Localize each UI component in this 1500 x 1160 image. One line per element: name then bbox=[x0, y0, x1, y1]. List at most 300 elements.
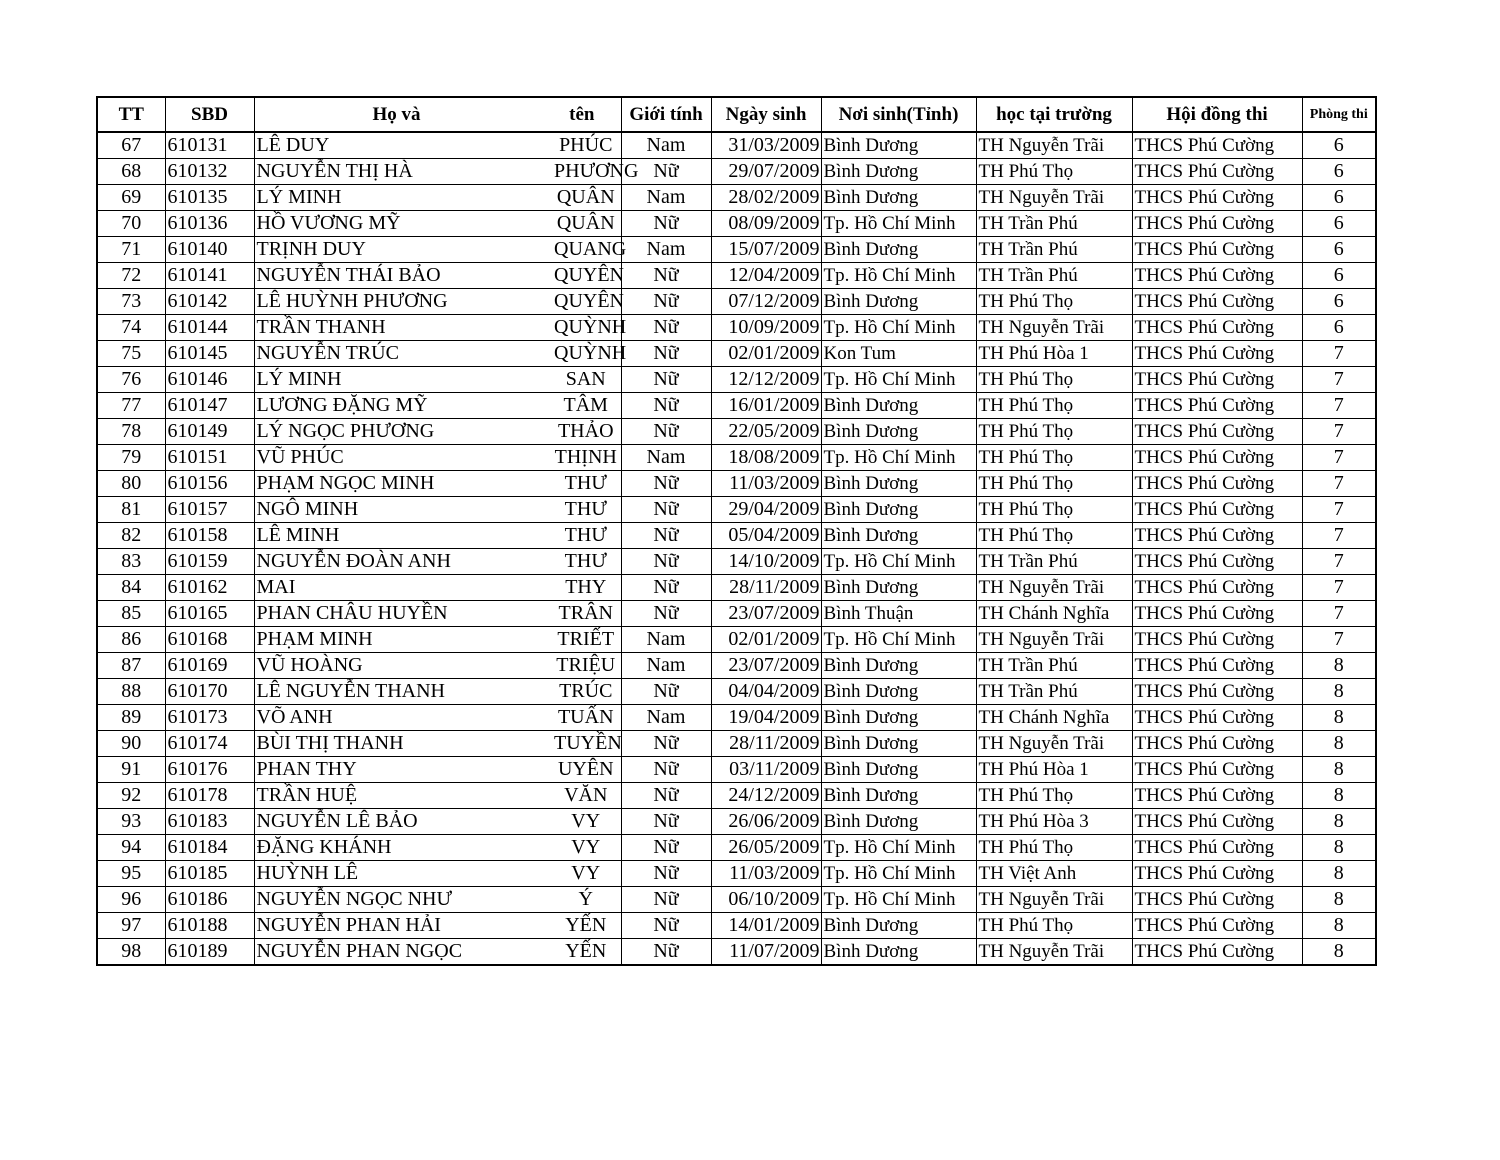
cell-sbd: 610141 bbox=[165, 263, 254, 289]
cell-hoi-dong-thi: THCS Phú Cường bbox=[1132, 887, 1302, 913]
cell-sbd: 610178 bbox=[165, 783, 254, 809]
cell-ten: TUYỀN bbox=[524, 731, 621, 757]
table-row bbox=[97, 211, 1376, 237]
cell-hoi-dong-thi: THCS Phú Cường bbox=[1132, 575, 1302, 601]
cell-noi-sinh: Bình Dương bbox=[821, 809, 976, 835]
cell-noi-sinh: Tp. Hồ Chí Minh bbox=[821, 315, 976, 341]
cell-hoc-tai-truong: TH Phú Thọ bbox=[976, 497, 1132, 523]
cell-phong-thi: 8 bbox=[1302, 913, 1376, 939]
cell-ngay-sinh: 08/09/2009 bbox=[711, 211, 821, 237]
cell-noi-sinh: Bình Dương bbox=[821, 159, 976, 185]
cell-gioi-tinh: Nữ bbox=[621, 497, 711, 523]
cell-ngay-sinh: 19/04/2009 bbox=[711, 705, 821, 731]
cell-tt: 69 bbox=[97, 185, 165, 211]
cell-gioi-tinh: Nữ bbox=[621, 757, 711, 783]
cell-gioi-tinh: Nữ bbox=[621, 211, 711, 237]
cell-hoc-tai-truong: TH Phú Thọ bbox=[976, 835, 1132, 861]
cell-ho-va: NGÔ MINH bbox=[254, 497, 524, 523]
table-row bbox=[97, 679, 1376, 705]
cell-ngay-sinh: 23/07/2009 bbox=[711, 653, 821, 679]
cell-sbd: 610147 bbox=[165, 393, 254, 419]
header-row bbox=[97, 97, 1376, 132]
cell-tt: 81 bbox=[97, 497, 165, 523]
table-row bbox=[97, 757, 1376, 783]
cell-hoc-tai-truong: TH Phú Thọ bbox=[976, 367, 1132, 393]
cell-ngay-sinh: 28/02/2009 bbox=[711, 185, 821, 211]
cell-hoc-tai-truong: TH Phú Thọ bbox=[976, 289, 1132, 315]
cell-ho-va: LÝ NGỌC PHƯƠNG bbox=[254, 419, 524, 445]
cell-tt: 94 bbox=[97, 835, 165, 861]
cell-gioi-tinh: Nữ bbox=[621, 159, 711, 185]
cell-hoc-tai-truong: TH Nguyễn Trãi bbox=[976, 315, 1132, 341]
cell-gioi-tinh: Nữ bbox=[621, 367, 711, 393]
cell-hoc-tai-truong: TH Phú Thọ bbox=[976, 159, 1132, 185]
cell-gioi-tinh: Nam bbox=[621, 132, 711, 159]
cell-gioi-tinh: Nữ bbox=[621, 809, 711, 835]
cell-ngay-sinh: 26/05/2009 bbox=[711, 835, 821, 861]
cell-sbd: 610183 bbox=[165, 809, 254, 835]
cell-noi-sinh: Tp. Hồ Chí Minh bbox=[821, 627, 976, 653]
cell-sbd: 610135 bbox=[165, 185, 254, 211]
cell-hoc-tai-truong: TH Trần Phú bbox=[976, 679, 1132, 705]
cell-ngay-sinh: 24/12/2009 bbox=[711, 783, 821, 809]
cell-hoi-dong-thi: THCS Phú Cường bbox=[1132, 627, 1302, 653]
cell-gioi-tinh: Nữ bbox=[621, 861, 711, 887]
cell-gioi-tinh: Nữ bbox=[621, 887, 711, 913]
cell-ten: THƯ bbox=[524, 549, 621, 575]
cell-noi-sinh: Bình Dương bbox=[821, 185, 976, 211]
cell-noi-sinh: Bình Dương bbox=[821, 913, 976, 939]
cell-tt: 73 bbox=[97, 289, 165, 315]
cell-tt: 88 bbox=[97, 679, 165, 705]
table-row bbox=[97, 601, 1376, 627]
cell-sbd: 610149 bbox=[165, 419, 254, 445]
cell-ho-va: LÊ NGUYỄN THANH bbox=[254, 679, 524, 705]
header-tt: TT bbox=[97, 97, 165, 132]
cell-ten: THẢO bbox=[524, 419, 621, 445]
cell-phong-thi: 7 bbox=[1302, 419, 1376, 445]
cell-sbd: 610186 bbox=[165, 887, 254, 913]
cell-ho-va: PHẠM MINH bbox=[254, 627, 524, 653]
cell-hoi-dong-thi: THCS Phú Cường bbox=[1132, 445, 1302, 471]
table-row bbox=[97, 393, 1376, 419]
table-row bbox=[97, 132, 1376, 159]
table-row bbox=[97, 913, 1376, 939]
cell-phong-thi: 7 bbox=[1302, 497, 1376, 523]
cell-phong-thi: 8 bbox=[1302, 679, 1376, 705]
cell-gioi-tinh: Nữ bbox=[621, 289, 711, 315]
cell-ngay-sinh: 28/11/2009 bbox=[711, 575, 821, 601]
table-row bbox=[97, 263, 1376, 289]
cell-hoi-dong-thi: THCS Phú Cường bbox=[1132, 835, 1302, 861]
cell-phong-thi: 8 bbox=[1302, 939, 1376, 966]
cell-hoi-dong-thi: THCS Phú Cường bbox=[1132, 419, 1302, 445]
cell-ho-va: NGUYỄN THỊ HÀ bbox=[254, 159, 524, 185]
cell-ten: THY bbox=[524, 575, 621, 601]
cell-gioi-tinh: Nữ bbox=[621, 731, 711, 757]
cell-noi-sinh: Bình Dương bbox=[821, 523, 976, 549]
cell-ten: TUẤN bbox=[524, 705, 621, 731]
cell-noi-sinh: Bình Dương bbox=[821, 731, 976, 757]
table-row bbox=[97, 419, 1376, 445]
cell-ho-va: LƯƠNG ĐẶNG MỸ bbox=[254, 393, 524, 419]
cell-ten: PHƯƠNG bbox=[524, 159, 621, 185]
cell-hoi-dong-thi: THCS Phú Cường bbox=[1132, 757, 1302, 783]
cell-gioi-tinh: Nữ bbox=[621, 575, 711, 601]
table-row bbox=[97, 835, 1376, 861]
cell-tt: 78 bbox=[97, 419, 165, 445]
cell-tt: 82 bbox=[97, 523, 165, 549]
cell-sbd: 610173 bbox=[165, 705, 254, 731]
cell-ten: QUÂN bbox=[524, 211, 621, 237]
cell-ngay-sinh: 03/11/2009 bbox=[711, 757, 821, 783]
cell-gioi-tinh: Nữ bbox=[621, 601, 711, 627]
cell-sbd: 610158 bbox=[165, 523, 254, 549]
cell-phong-thi: 8 bbox=[1302, 809, 1376, 835]
cell-phong-thi: 6 bbox=[1302, 211, 1376, 237]
cell-tt: 98 bbox=[97, 939, 165, 966]
cell-hoc-tai-truong: TH Phú Hòa 1 bbox=[976, 757, 1132, 783]
cell-hoc-tai-truong: TH Nguyễn Trãi bbox=[976, 185, 1132, 211]
header-ten: tên bbox=[524, 97, 621, 132]
cell-tt: 97 bbox=[97, 913, 165, 939]
cell-ten: TRIẾT bbox=[524, 627, 621, 653]
table-row bbox=[97, 471, 1376, 497]
header-hoc-tai-truong: học tại trường bbox=[976, 97, 1132, 132]
cell-ngay-sinh: 10/09/2009 bbox=[711, 315, 821, 341]
cell-sbd: 610151 bbox=[165, 445, 254, 471]
cell-ten: TRÂN bbox=[524, 601, 621, 627]
cell-gioi-tinh: Nữ bbox=[621, 835, 711, 861]
cell-hoi-dong-thi: THCS Phú Cường bbox=[1132, 679, 1302, 705]
cell-noi-sinh: Bình Dương bbox=[821, 653, 976, 679]
cell-noi-sinh: Bình Dương bbox=[821, 679, 976, 705]
cell-ho-va: HUỲNH LÊ bbox=[254, 861, 524, 887]
cell-ten: THỊNH bbox=[524, 445, 621, 471]
cell-ho-va: VÕ ANH bbox=[254, 705, 524, 731]
cell-hoi-dong-thi: THCS Phú Cường bbox=[1132, 237, 1302, 263]
cell-ngay-sinh: 31/03/2009 bbox=[711, 132, 821, 159]
cell-ten: VĂN bbox=[524, 783, 621, 809]
table-row bbox=[97, 159, 1376, 185]
cell-hoi-dong-thi: THCS Phú Cường bbox=[1132, 939, 1302, 966]
header-ngay-sinh: Ngày sinh bbox=[711, 97, 821, 132]
cell-ngay-sinh: 28/11/2009 bbox=[711, 731, 821, 757]
cell-hoi-dong-thi: THCS Phú Cường bbox=[1132, 315, 1302, 341]
cell-hoc-tai-truong: TH Phú Hòa 1 bbox=[976, 341, 1132, 367]
cell-noi-sinh: Tp. Hồ Chí Minh bbox=[821, 263, 976, 289]
cell-hoi-dong-thi: THCS Phú Cường bbox=[1132, 367, 1302, 393]
cell-noi-sinh: Tp. Hồ Chí Minh bbox=[821, 211, 976, 237]
cell-hoc-tai-truong: TH Chánh Nghĩa bbox=[976, 705, 1132, 731]
cell-gioi-tinh: Nam bbox=[621, 653, 711, 679]
cell-ten: UYÊN bbox=[524, 757, 621, 783]
cell-sbd: 610176 bbox=[165, 757, 254, 783]
cell-gioi-tinh: Nữ bbox=[621, 913, 711, 939]
cell-hoc-tai-truong: TH Nguyễn Trãi bbox=[976, 132, 1132, 159]
cell-phong-thi: 7 bbox=[1302, 575, 1376, 601]
cell-phong-thi: 8 bbox=[1302, 705, 1376, 731]
cell-ten: QUYÊN bbox=[524, 263, 621, 289]
cell-phong-thi: 8 bbox=[1302, 731, 1376, 757]
cell-ten: TRIỆU bbox=[524, 653, 621, 679]
cell-hoc-tai-truong: TH Nguyễn Trãi bbox=[976, 939, 1132, 966]
header-gioi-tinh: Giới tính bbox=[621, 97, 711, 132]
cell-ten: YẾN bbox=[524, 913, 621, 939]
cell-hoi-dong-thi: THCS Phú Cường bbox=[1132, 211, 1302, 237]
cell-ngay-sinh: 11/03/2009 bbox=[711, 861, 821, 887]
cell-gioi-tinh: Nữ bbox=[621, 939, 711, 966]
header-phong-thi: Phòng thi bbox=[1302, 97, 1376, 132]
cell-hoc-tai-truong: TH Trần Phú bbox=[976, 549, 1132, 575]
cell-tt: 79 bbox=[97, 445, 165, 471]
cell-sbd: 610162 bbox=[165, 575, 254, 601]
cell-gioi-tinh: Nam bbox=[621, 237, 711, 263]
cell-phong-thi: 6 bbox=[1302, 237, 1376, 263]
cell-hoc-tai-truong: TH Trần Phú bbox=[976, 263, 1132, 289]
cell-ten: QUANG bbox=[524, 237, 621, 263]
cell-hoc-tai-truong: TH Nguyễn Trãi bbox=[976, 887, 1132, 913]
cell-ten: YẾN bbox=[524, 939, 621, 966]
cell-gioi-tinh: Nữ bbox=[621, 471, 711, 497]
cell-ten: VY bbox=[524, 809, 621, 835]
cell-hoc-tai-truong: TH Phú Thọ bbox=[976, 913, 1132, 939]
cell-sbd: 610131 bbox=[165, 132, 254, 159]
cell-noi-sinh: Bình Dương bbox=[821, 497, 976, 523]
table-row bbox=[97, 627, 1376, 653]
cell-phong-thi: 7 bbox=[1302, 549, 1376, 575]
cell-ten: Ý bbox=[524, 887, 621, 913]
cell-ngay-sinh: 11/03/2009 bbox=[711, 471, 821, 497]
cell-tt: 77 bbox=[97, 393, 165, 419]
cell-hoc-tai-truong: TH Phú Thọ bbox=[976, 523, 1132, 549]
cell-ho-va: ĐẶNG KHÁNH bbox=[254, 835, 524, 861]
table-row bbox=[97, 445, 1376, 471]
cell-noi-sinh: Bình Dương bbox=[821, 393, 976, 419]
cell-sbd: 610170 bbox=[165, 679, 254, 705]
cell-tt: 91 bbox=[97, 757, 165, 783]
cell-ho-va: NGUYỄN NGỌC NHƯ bbox=[254, 887, 524, 913]
cell-phong-thi: 8 bbox=[1302, 783, 1376, 809]
cell-noi-sinh: Bình Dương bbox=[821, 237, 976, 263]
cell-hoc-tai-truong: TH Phú Thọ bbox=[976, 471, 1132, 497]
table-row bbox=[97, 549, 1376, 575]
cell-gioi-tinh: Nữ bbox=[621, 783, 711, 809]
cell-ten: VY bbox=[524, 835, 621, 861]
cell-ngay-sinh: 11/07/2009 bbox=[711, 939, 821, 966]
cell-ten: QUYÊN bbox=[524, 289, 621, 315]
cell-tt: 92 bbox=[97, 783, 165, 809]
cell-ngay-sinh: 26/06/2009 bbox=[711, 809, 821, 835]
cell-ngay-sinh: 16/01/2009 bbox=[711, 393, 821, 419]
cell-noi-sinh: Tp. Hồ Chí Minh bbox=[821, 367, 976, 393]
cell-sbd: 610132 bbox=[165, 159, 254, 185]
cell-ho-va: VŨ HOÀNG bbox=[254, 653, 524, 679]
cell-noi-sinh: Tp. Hồ Chí Minh bbox=[821, 549, 976, 575]
cell-ngay-sinh: 14/10/2009 bbox=[711, 549, 821, 575]
cell-ngay-sinh: 06/10/2009 bbox=[711, 887, 821, 913]
cell-ho-va: TRẦN HUỆ bbox=[254, 783, 524, 809]
cell-tt: 68 bbox=[97, 159, 165, 185]
cell-ngay-sinh: 04/04/2009 bbox=[711, 679, 821, 705]
cell-tt: 87 bbox=[97, 653, 165, 679]
cell-ngay-sinh: 07/12/2009 bbox=[711, 289, 821, 315]
header-sbd: SBD bbox=[165, 97, 254, 132]
cell-hoc-tai-truong: TH Việt Anh bbox=[976, 861, 1132, 887]
table-row bbox=[97, 237, 1376, 263]
table-row bbox=[97, 185, 1376, 211]
cell-noi-sinh: Bình Dương bbox=[821, 575, 976, 601]
cell-ten: SAN bbox=[524, 367, 621, 393]
cell-ngay-sinh: 22/05/2009 bbox=[711, 419, 821, 445]
cell-ho-va: VŨ PHÚC bbox=[254, 445, 524, 471]
cell-ngay-sinh: 14/01/2009 bbox=[711, 913, 821, 939]
cell-ho-va: LÝ MINH bbox=[254, 185, 524, 211]
cell-phong-thi: 7 bbox=[1302, 523, 1376, 549]
cell-hoc-tai-truong: TH Phú Hòa 3 bbox=[976, 809, 1132, 835]
cell-hoi-dong-thi: THCS Phú Cường bbox=[1132, 523, 1302, 549]
cell-hoi-dong-thi: THCS Phú Cường bbox=[1132, 263, 1302, 289]
cell-tt: 70 bbox=[97, 211, 165, 237]
cell-hoi-dong-thi: THCS Phú Cường bbox=[1132, 913, 1302, 939]
cell-hoi-dong-thi: THCS Phú Cường bbox=[1132, 393, 1302, 419]
cell-hoi-dong-thi: THCS Phú Cường bbox=[1132, 731, 1302, 757]
cell-hoi-dong-thi: THCS Phú Cường bbox=[1132, 705, 1302, 731]
cell-phong-thi: 7 bbox=[1302, 471, 1376, 497]
table-row bbox=[97, 861, 1376, 887]
cell-phong-thi: 6 bbox=[1302, 289, 1376, 315]
cell-gioi-tinh: Nữ bbox=[621, 263, 711, 289]
cell-phong-thi: 8 bbox=[1302, 835, 1376, 861]
cell-gioi-tinh: Nam bbox=[621, 627, 711, 653]
cell-sbd: 610145 bbox=[165, 341, 254, 367]
cell-phong-thi: 6 bbox=[1302, 159, 1376, 185]
cell-phong-thi: 6 bbox=[1302, 263, 1376, 289]
cell-noi-sinh: Tp. Hồ Chí Minh bbox=[821, 445, 976, 471]
cell-ngay-sinh: 29/04/2009 bbox=[711, 497, 821, 523]
cell-phong-thi: 8 bbox=[1302, 861, 1376, 887]
cell-hoc-tai-truong: TH Trần Phú bbox=[976, 237, 1132, 263]
table-row bbox=[97, 523, 1376, 549]
cell-tt: 74 bbox=[97, 315, 165, 341]
cell-hoc-tai-truong: TH Nguyễn Trãi bbox=[976, 627, 1132, 653]
cell-phong-thi: 8 bbox=[1302, 653, 1376, 679]
cell-gioi-tinh: Nữ bbox=[621, 679, 711, 705]
table-row bbox=[97, 809, 1376, 835]
header-noi-sinh: Nơi sinh(Tỉnh) bbox=[821, 97, 976, 132]
cell-tt: 95 bbox=[97, 861, 165, 887]
cell-ten: THƯ bbox=[524, 523, 621, 549]
table-row bbox=[97, 731, 1376, 757]
cell-ho-va: NGUYỄN THÁI BẢO bbox=[254, 263, 524, 289]
cell-hoc-tai-truong: TH Phú Thọ bbox=[976, 783, 1132, 809]
table-body bbox=[97, 132, 1376, 965]
cell-ho-va: NGUYỄN ĐOÀN ANH bbox=[254, 549, 524, 575]
cell-gioi-tinh: Nữ bbox=[621, 393, 711, 419]
cell-ngay-sinh: 29/07/2009 bbox=[711, 159, 821, 185]
cell-tt: 80 bbox=[97, 471, 165, 497]
cell-noi-sinh: Tp. Hồ Chí Minh bbox=[821, 835, 976, 861]
student-exam-table bbox=[96, 96, 1377, 966]
cell-ho-va: LÝ MINH bbox=[254, 367, 524, 393]
cell-ho-va: TRẦN THANH bbox=[254, 315, 524, 341]
cell-gioi-tinh: Nữ bbox=[621, 315, 711, 341]
cell-sbd: 610144 bbox=[165, 315, 254, 341]
cell-tt: 93 bbox=[97, 809, 165, 835]
cell-tt: 75 bbox=[97, 341, 165, 367]
cell-tt: 71 bbox=[97, 237, 165, 263]
cell-hoi-dong-thi: THCS Phú Cường bbox=[1132, 497, 1302, 523]
cell-tt: 76 bbox=[97, 367, 165, 393]
cell-ngay-sinh: 02/01/2009 bbox=[711, 627, 821, 653]
cell-noi-sinh: Bình Dương bbox=[821, 705, 976, 731]
cell-ho-va: PHAN CHÂU HUYỀN bbox=[254, 601, 524, 627]
table-row bbox=[97, 653, 1376, 679]
cell-hoc-tai-truong: TH Phú Thọ bbox=[976, 445, 1132, 471]
cell-sbd: 610185 bbox=[165, 861, 254, 887]
cell-sbd: 610136 bbox=[165, 211, 254, 237]
cell-gioi-tinh: Nữ bbox=[621, 549, 711, 575]
cell-hoi-dong-thi: THCS Phú Cường bbox=[1132, 185, 1302, 211]
cell-noi-sinh: Tp. Hồ Chí Minh bbox=[821, 861, 976, 887]
table-row bbox=[97, 939, 1376, 966]
cell-ho-va: NGUYỄN PHAN HẢI bbox=[254, 913, 524, 939]
cell-tt: 86 bbox=[97, 627, 165, 653]
header-ho-va: Họ và bbox=[254, 97, 524, 132]
cell-ho-va: BÙI THỊ THANH bbox=[254, 731, 524, 757]
cell-hoc-tai-truong: TH Trần Phú bbox=[976, 653, 1132, 679]
cell-tt: 89 bbox=[97, 705, 165, 731]
header-hoi-dong-thi: Hội đồng thi bbox=[1132, 97, 1302, 132]
cell-ho-va: PHAN THY bbox=[254, 757, 524, 783]
cell-noi-sinh: Bình Dương bbox=[821, 289, 976, 315]
cell-ten: QUỲNH bbox=[524, 341, 621, 367]
table-row bbox=[97, 705, 1376, 731]
cell-phong-thi: 8 bbox=[1302, 757, 1376, 783]
cell-ho-va: MAI bbox=[254, 575, 524, 601]
cell-ten: QUÂN bbox=[524, 185, 621, 211]
cell-noi-sinh: Kon Tum bbox=[821, 341, 976, 367]
cell-ngay-sinh: 12/12/2009 bbox=[711, 367, 821, 393]
cell-sbd: 610159 bbox=[165, 549, 254, 575]
table-row bbox=[97, 341, 1376, 367]
table-row bbox=[97, 315, 1376, 341]
cell-hoc-tai-truong: TH Trần Phú bbox=[976, 211, 1132, 237]
cell-hoi-dong-thi: THCS Phú Cường bbox=[1132, 861, 1302, 887]
cell-noi-sinh: Bình Dương bbox=[821, 783, 976, 809]
cell-ho-va: NGUYỄN LÊ BẢO bbox=[254, 809, 524, 835]
cell-gioi-tinh: Nam bbox=[621, 705, 711, 731]
cell-phong-thi: 6 bbox=[1302, 132, 1376, 159]
cell-phong-thi: 7 bbox=[1302, 341, 1376, 367]
cell-hoi-dong-thi: THCS Phú Cường bbox=[1132, 341, 1302, 367]
cell-ho-va: PHẠM NGỌC MINH bbox=[254, 471, 524, 497]
cell-ho-va: NGUYỄN PHAN NGỌC bbox=[254, 939, 524, 966]
cell-hoi-dong-thi: THCS Phú Cường bbox=[1132, 601, 1302, 627]
cell-ho-va: LÊ DUY bbox=[254, 132, 524, 159]
cell-phong-thi: 6 bbox=[1302, 315, 1376, 341]
cell-hoi-dong-thi: THCS Phú Cường bbox=[1132, 809, 1302, 835]
cell-ho-va: NGUYỄN TRÚC bbox=[254, 341, 524, 367]
cell-tt: 96 bbox=[97, 887, 165, 913]
cell-ngay-sinh: 18/08/2009 bbox=[711, 445, 821, 471]
cell-ten: VY bbox=[524, 861, 621, 887]
table-row bbox=[97, 497, 1376, 523]
cell-sbd: 610146 bbox=[165, 367, 254, 393]
cell-ho-va: LÊ HUỲNH PHƯƠNG bbox=[254, 289, 524, 315]
cell-tt: 85 bbox=[97, 601, 165, 627]
cell-sbd: 610188 bbox=[165, 913, 254, 939]
